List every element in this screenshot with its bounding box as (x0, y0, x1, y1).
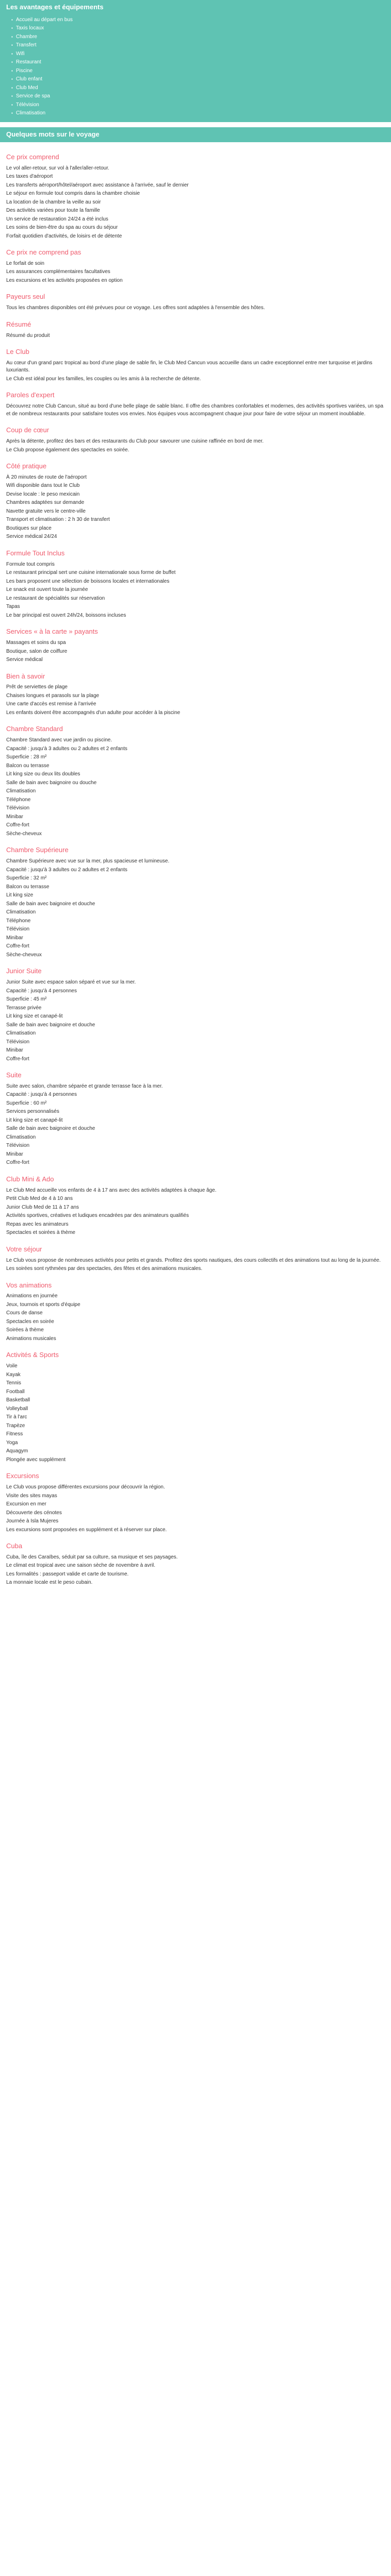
section-body (6, 639, 385, 665)
section-line: Le vol aller-retour, sur vol à l'aller/aller-retour. (6, 165, 109, 171)
section-line: Le snack est ouvert toute la journée (6, 587, 88, 593)
section-line: Capacité : jusqu'à 4 personnes (6, 988, 77, 994)
section-heading: Votre séjour (6, 1245, 42, 1253)
section-line: Superficie : 60 m² (6, 1100, 47, 1106)
section-body (6, 1082, 385, 1167)
section-heading: Suite (6, 1071, 22, 1079)
section-line: Climatisation (6, 788, 36, 794)
section-line: Climatisation (6, 1030, 36, 1036)
section-line: Balcon ou terrasse (6, 884, 50, 890)
section-body (6, 260, 385, 285)
section-heading: Chambre Standard (6, 725, 63, 733)
section-line: Le Club vous propose différentes excursions pour découvrir la région. (6, 1484, 165, 1490)
section-body (6, 164, 385, 241)
section-body (6, 1257, 385, 1274)
section-line: Junior Suite avec espace salon séparé et vue sur la mer. (6, 979, 136, 985)
section-line: Journée à Isla Mujeres (6, 1518, 59, 1524)
amenity-item: ▪ Club Med (11, 84, 385, 93)
amenity-item: ▪ Piscine (11, 67, 385, 76)
section-line: Plongée avec supplément (6, 1456, 66, 1463)
section-header: Les avantages et équipements (0, 0, 391, 15)
section-line: Navette gratuite vers le centre-ville (6, 508, 86, 514)
section-line: Climatisation (6, 909, 36, 916)
section-line: Animations musicales (6, 1335, 56, 1342)
section-line: Junior Club Med de 11 à 17 ans (6, 1204, 79, 1210)
amenity-item: ▪ Chambre (11, 33, 385, 42)
amenity-item: ▪ Taxis locaux (11, 24, 385, 33)
section-body (6, 1483, 385, 1534)
section-line: Les enfants doivent être accompagnés d'un adulte pour accéder à la piscine (6, 709, 181, 716)
section-line: Formule tout compris (6, 561, 55, 567)
section-line: Visite des sites mayas (6, 1493, 57, 1499)
section-heading: Résumé (6, 320, 31, 328)
section-line: Lit king size et canapé-lit (6, 1117, 63, 1123)
section-line: Superficie : 32 m² (6, 875, 47, 882)
amenity-item: ▪ Transfert (11, 41, 385, 50)
section-line: Suite avec salon, chambre séparée et grande terrasse face à la mer. (6, 1083, 163, 1089)
section-line: Excursion en mer (6, 1501, 46, 1507)
amenity-item: ▪ Télévision (11, 101, 385, 110)
section-body (6, 437, 385, 454)
section-line: Salle de bain avec baignoire ou douche (6, 779, 97, 786)
section-heading: Vos animations (6, 1281, 52, 1289)
section-heading: Cuba (6, 1542, 23, 1550)
section-line: La monnaie locale est le peso cubain. (6, 1580, 93, 1586)
section-line: Coffre-fort (6, 1160, 29, 1166)
section-line: Chaises longues et parasols sur la plage (6, 692, 100, 699)
section-heading: Ce prix comprend (6, 152, 59, 161)
section-line: Le bar principal est ouvert 24h/24, boissons incluses (6, 612, 126, 618)
section-line: Le Club Med accueille vos enfants de 4 à 17 ans avec des activités adaptées à chaque âge. (6, 1187, 217, 1193)
section-line: Les transferts aéroport/hôtel/aéroport avec assistance à l'arrivée, sauf le dernier (6, 182, 189, 188)
section-line: Kayak (6, 1371, 21, 1378)
section-line: Boutique, salon de coiffure (6, 648, 68, 654)
section-line: Forfait quotidien d'activités, de loisirs et de détente (6, 233, 122, 239)
section-body (6, 1553, 385, 1587)
section-line: Fitness (6, 1431, 23, 1437)
section-line: Télévision (6, 926, 30, 933)
section-line: Les excursions et les activités proposées en option (6, 277, 123, 283)
section-line: Climatisation (6, 1134, 36, 1140)
section-line: Téléphone (6, 918, 31, 924)
section-line: La location de la chambre la veille au soir (6, 199, 101, 205)
section-heading: Club Mini & Ado (6, 1175, 54, 1183)
section-line: Les soins de bien-être du spa au cours du séjour (6, 225, 118, 231)
section-line: Découvrez notre Club Cancun, situé au bord d'une belle plage de sable blanc. Il offre des chambres confortables et modernes, des activités sportives variées, un spa et de nombreux restaurants pour satisfaire toutes vos envies. Nos équipes vous accompagnent chaque jour pour faire de votre séjour un moment inoubliable. (6, 403, 384, 417)
section-line: Tous les chambres disponibles ont été prévues pour ce voyage. Les offres sont adaptées à l'ensemble des hôtes. (6, 305, 265, 311)
amenity-item: ▪ Climatisation (11, 109, 385, 118)
section-line: Le Club propose également des spectacles en soirée. (6, 447, 129, 453)
section-heading: Bien à savoir (6, 672, 45, 680)
section-line: Résumé du produit (6, 332, 50, 338)
section-line: Cuba, île des Caraïbes, séduit par sa culture, sa musique et ses paysages. (6, 1554, 178, 1560)
section-line: Jeux, tournois et sports d'équipe (6, 1301, 80, 1308)
section-body (6, 683, 385, 717)
section-line: Service médical (6, 657, 43, 663)
section-line: Trapèze (6, 1422, 25, 1429)
section-heading: Payeurs seul (6, 293, 45, 301)
section-body (6, 736, 385, 838)
section-line: Superficie : 45 m² (6, 996, 47, 1002)
section-heading: Activités & Sports (6, 1351, 59, 1359)
section-heading: Ce prix ne comprend pas (6, 248, 82, 257)
section-line: Au cœur d'un grand parc tropical au bord d'une plage de sable fin, le Club Med Cancun vous accueille dans un cadre exceptionnel entre mer turquoise et jardins luxuriants. (6, 360, 372, 374)
section-line: Devise locale : le peso mexicain (6, 491, 80, 497)
section-body (6, 332, 385, 341)
section-heading: Paroles d'expert (6, 391, 55, 399)
section-line: Minibar (6, 1047, 23, 1053)
section-line: Tapas (6, 604, 20, 610)
section-line: Les taxes d'aéroport (6, 174, 53, 180)
section-line: Découverte des cénotes (6, 1510, 62, 1516)
section-line: Activités sportives, créatives et ludiques encadrées par des animateurs qualifiés (6, 1213, 189, 1219)
section-body (6, 402, 385, 418)
amenity-item: ▪ Service de spa (11, 92, 385, 101)
section-line: Minibar (6, 935, 23, 941)
amenity-item: ▪ Club enfant (11, 75, 385, 84)
section-line: Un service de restauration 24/24 a été inclus (6, 216, 108, 222)
section-line: Coffre-fort (6, 1056, 29, 1062)
section-body (6, 978, 385, 1063)
section-line: Capacité : jusqu'à 3 adultes ou 2 adultes et 2 enfants (6, 745, 127, 752)
section-heading: Formule Tout Inclus (6, 549, 65, 557)
section-line: Football (6, 1388, 25, 1395)
section-line: Une carte d'accès est remise à l'arrivée (6, 701, 96, 707)
section-body (6, 1362, 385, 1464)
section-line: Volleyball (6, 1405, 28, 1412)
section-line: Le Club est idéal pour les familles, les couples ou les amis à la recherche de détente. (6, 376, 201, 382)
section-line: Services personnalisés (6, 1109, 59, 1115)
section-line: Télévision (6, 805, 30, 811)
amenity-item: ▪ Restaurant (11, 58, 385, 67)
section-line: Téléphone (6, 796, 31, 803)
section-heading: Junior Suite (6, 967, 42, 975)
section-line: Le séjour en formule tout compris dans la chambre choisie (6, 191, 140, 197)
section-line: Balcon ou terrasse (6, 762, 50, 769)
section-line: Le restaurant de spécialités sur réservation (6, 595, 105, 601)
section-line: Les assurances complémentaires facultatives (6, 269, 110, 275)
section-line: Sèche-cheveux (6, 831, 42, 837)
section-line: Les soirées sont rythmées par des spectacles, des fêtes et des animations musicales. (6, 1266, 203, 1272)
section-line: Télévision (6, 1143, 30, 1149)
section-line: Spectacles et soirées à thème (6, 1230, 75, 1236)
section-line: Salle de bain avec baignoire et douche (6, 1126, 95, 1132)
section-line: Wifi disponible dans tout le Club (6, 483, 80, 489)
section-line: Le Club vous propose de nombreuses activités pour petits et grands. Profitez des sports nautiques, des cours collectifs et des animations tout au long de la journée. (6, 1257, 381, 1263)
section-line: Les bars proposent une sélection de boissons locales et internationales (6, 578, 170, 584)
amenity-item: ▪ Wifi (11, 50, 385, 59)
section-heading: Excursions (6, 1472, 39, 1480)
section-line: Repas avec les animateurs (6, 1221, 69, 1227)
section-line: Chambre Supérieure avec vue sur la mer, plus spacieuse et lumineuse. (6, 858, 170, 865)
section-heading: Services « à la carte » payants (6, 628, 98, 636)
section-line: Minibar (6, 1151, 23, 1157)
section-line: Boutiques sur place (6, 525, 52, 531)
section-line: Basketball (6, 1397, 30, 1403)
section-body (6, 1292, 385, 1343)
section-body (6, 473, 385, 541)
section-line: Voile (6, 1363, 18, 1369)
section-line: Animations en journée (6, 1293, 58, 1299)
section-line: Capacité : jusqu'à 4 personnes (6, 1092, 77, 1098)
section-line: Salle de bain avec baignoire et douche (6, 901, 95, 907)
amenity-item: ▪ Accueil au départ en bus (11, 16, 385, 25)
section-heading: Coup de cœur (6, 426, 50, 434)
section-line: Le restaurant principal sert une cuisine internationale sous forme de buffet (6, 570, 176, 576)
section-line: Après la détente, profitez des bars et des restaurants du Club pour savourer une cuisine raffinée en bord de mer. (6, 438, 264, 445)
section-line: Les excursions sont proposées en supplément et à réserver sur place. (6, 1527, 167, 1533)
section-line: Petit Club Med de 4 à 10 ans (6, 1196, 73, 1202)
section-line: Prêt de serviettes de plage (6, 684, 68, 690)
section-line: Tir à l'arc (6, 1414, 27, 1420)
section-line: Cours de danse (6, 1310, 43, 1316)
section-line: Chambres adaptées sur demande (6, 500, 85, 506)
section-body (6, 857, 385, 959)
section-heading: Chambre Supérieure (6, 846, 69, 854)
section-line: Télévision (6, 1039, 30, 1045)
section-line: Yoga (6, 1439, 18, 1446)
section-line: Le forfait de soin (6, 260, 44, 266)
section-body (6, 304, 385, 313)
section-line: Lit king size (6, 892, 34, 899)
section-line: Sèche-cheveux (6, 952, 42, 958)
section-line: Service médical 24/24 (6, 534, 57, 540)
section-line: Les formalités : passeport valide et carte de tourisme. (6, 1571, 129, 1577)
section-line: Aquagym (6, 1448, 28, 1454)
section-line: Spectacles en soirée (6, 1318, 54, 1325)
amenities-list (0, 15, 391, 122)
section-line: Superficie : 28 m² (6, 754, 47, 760)
section-line: Tennis (6, 1380, 21, 1386)
section-line: Le climat est tropical avec une saison sèche de novembre à avril. (6, 1563, 156, 1569)
section-header-voyage: Quelques mots sur le voyage (0, 127, 391, 142)
section-line: Des activités variées pour toute la famille (6, 208, 100, 214)
content (0, 142, 391, 1603)
section-line: À 20 minutes de route de l'aéroport (6, 474, 87, 480)
section-line: Terrasse privée (6, 1005, 42, 1011)
section-line: Lit king size ou deux lits doubles (6, 771, 80, 777)
section-line: Massages et soins du spa (6, 640, 66, 646)
section-line: Coffre-fort (6, 822, 29, 828)
section-line: Transport et climatisation : 2 h 30 de transfert (6, 517, 110, 523)
section-line: Minibar (6, 814, 23, 820)
section-heading: Côté pratique (6, 462, 47, 470)
section-line: Salle de bain avec baignoire et douche (6, 1022, 95, 1028)
section-line: Capacité : jusqu'à 3 adultes ou 2 adultes et 2 enfants (6, 867, 127, 873)
section-body (6, 359, 385, 384)
section-line: Soirées à thème (6, 1327, 44, 1333)
section-body (6, 561, 385, 620)
section-line: Chambre Standard avec vue jardin ou piscine. (6, 737, 112, 743)
section-line: Lit king size et canapé-lit (6, 1013, 63, 1019)
section-heading: Le Club (6, 348, 29, 356)
section-body (6, 1187, 385, 1238)
section-line: Coffre-fort (6, 943, 29, 950)
